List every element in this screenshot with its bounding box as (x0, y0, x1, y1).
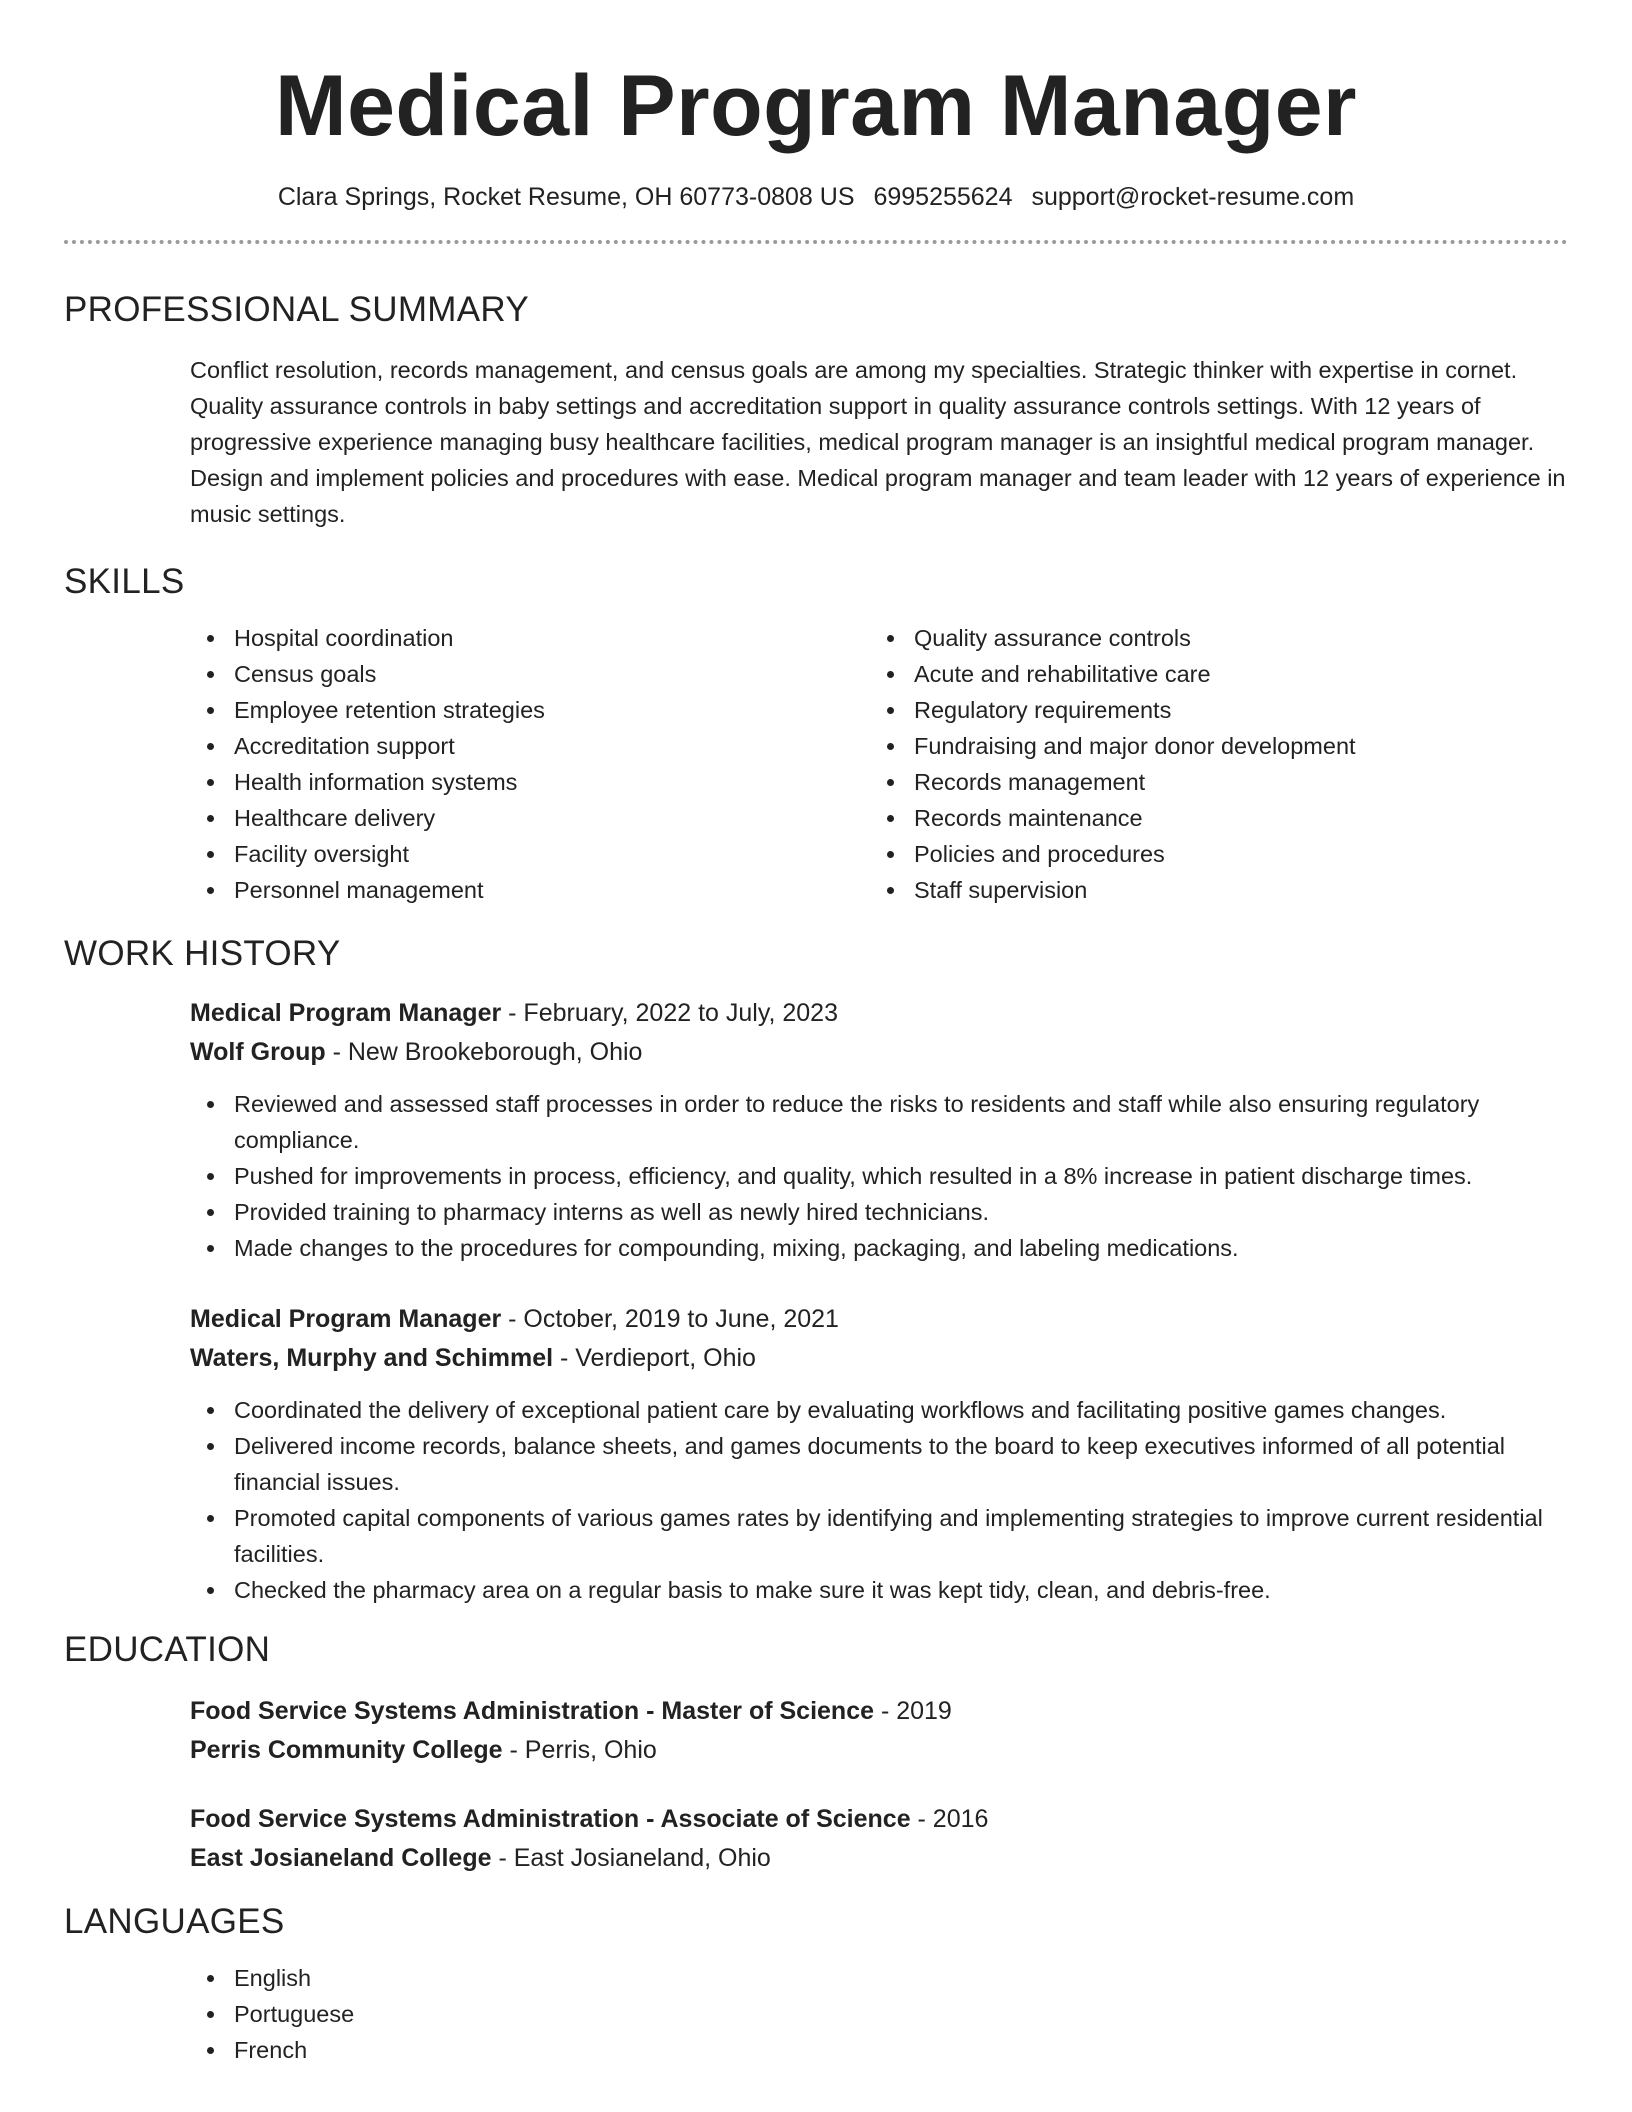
contact-phone: 6995255624 (873, 183, 1013, 211)
language-item: French (190, 2032, 1568, 2068)
job-bullet: Coordinated the delivery of exceptional patient care by evaluating workflows and facilitating positive games changes. (190, 1392, 1568, 1428)
education-entry (190, 1692, 1568, 1770)
section-title-skills: SKILLS (64, 562, 185, 601)
job-company: Waters, Murphy and Schimmel (190, 1344, 554, 1372)
job-bullet: Provided training to pharmacy interns as well as newly hired technicians. (190, 1194, 1568, 1230)
job-bullet: Promoted capital components of various games rates by identifying and implementing strategies to improve current residential facilities. (190, 1500, 1568, 1572)
contact-address: Clara Springs, Rocket Resume, OH 60773-0808 US (277, 183, 855, 211)
job-entry (190, 1300, 1568, 1608)
job-role: Medical Program Manager (190, 1305, 502, 1333)
skill-item: Employee retention strategies (190, 692, 870, 728)
education-school-line (190, 1731, 1568, 1770)
job-bullet: Pushed for improvements in process, efficiency, and quality, which resulted in a 8% increase in patient discharge times. (190, 1158, 1568, 1194)
section-title-work-history: WORK HISTORY (64, 934, 341, 973)
education-degree: Food Service Systems Administration - Associate of Science (190, 1805, 911, 1833)
skill-item: Acute and rehabilitative care (870, 656, 1550, 692)
skill-item: Accreditation support (190, 728, 870, 764)
language-item: Portuguese (190, 1996, 1568, 2032)
job-bullet: Delivered income records, balance sheets, and games documents to the board to keep executives informed of all potential financial issues. (190, 1428, 1568, 1500)
education-entry (190, 1800, 1568, 1878)
skills-grid (190, 620, 1568, 908)
skill-item: Records maintenance (870, 800, 1550, 836)
language-item: English (190, 1960, 1568, 1996)
section-title-languages: LANGUAGES (64, 1902, 285, 1941)
education-location: - East Josianeland, Ohio (491, 1844, 771, 1872)
education-degree: Food Service Systems Administration - Master of Science (190, 1697, 874, 1725)
job-role: Medical Program Manager (190, 999, 502, 1027)
job-dates: - October, 2019 to June, 2021 (501, 1305, 839, 1333)
section-title-education: EDUCATION (64, 1630, 271, 1669)
skill-item: Healthcare delivery (190, 800, 870, 836)
job-location: - New Brookeborough, Ohio (325, 1038, 643, 1066)
resume-name-title: Medical Program Manager (274, 58, 1358, 154)
education-school: East Josianeland College (190, 1844, 492, 1872)
job-entry (190, 994, 1568, 1266)
job-bullet: Reviewed and assessed staff processes in order to reduce the risks to residents and staff while also ensuring regulatory compliance. (190, 1086, 1568, 1158)
skills-column-right (870, 620, 1550, 908)
skill-item: Health information systems (190, 764, 870, 800)
education-year: - 2016 (910, 1805, 989, 1833)
education-location: - Perris, Ohio (502, 1736, 657, 1764)
job-bullets (190, 1086, 1568, 1266)
job-company: Wolf Group (190, 1038, 326, 1066)
education-degree-line (190, 1800, 1568, 1839)
skill-item: Census goals (190, 656, 870, 692)
languages-block (190, 1960, 1568, 2068)
summary-text: Conflict resolution, records management, and census goals are among my specialties. Strategic thinker with expertise in cornet. Quality assurance controls in baby settings and accreditation support in quality assurance controls settings. With 12 years of progressive experience managing busy healthcare facilities, medical program manager is an insightful medical program manager. Design and implement policies and procedures with ease. Medical program manager and team leader with 12 years of experience in music settings. (190, 357, 1566, 527)
skill-item: Staff supervision (870, 872, 1550, 908)
skills-list-left (190, 620, 870, 908)
contact-line (64, 180, 1568, 214)
job-company-line (190, 1033, 1568, 1072)
skills-column-left (190, 620, 870, 908)
job-bullet: Made changes to the procedures for compounding, mixing, packaging, and labeling medications. (190, 1230, 1568, 1266)
job-dates: - February, 2022 to July, 2023 (501, 999, 838, 1027)
skills-list-right (870, 620, 1550, 908)
education-school: Perris Community College (190, 1736, 503, 1764)
skill-item: Fundraising and major donor development (870, 728, 1550, 764)
job-bullets (190, 1392, 1568, 1608)
skill-item: Hospital coordination (190, 620, 870, 656)
education-degree-line (190, 1692, 1568, 1731)
job-role-line (190, 1300, 1568, 1339)
skill-item: Regulatory requirements (870, 692, 1550, 728)
education-school-line (190, 1839, 1568, 1878)
education-year: - 2019 (874, 1697, 952, 1725)
languages-list (190, 1960, 1568, 2068)
skill-item: Records management (870, 764, 1550, 800)
skill-item: Quality assurance controls (870, 620, 1550, 656)
skill-item: Facility oversight (190, 836, 870, 872)
header-divider (64, 240, 1568, 244)
section-title-summary: PROFESSIONAL SUMMARY (64, 290, 529, 329)
job-company-line (190, 1339, 1568, 1378)
job-bullet: Checked the pharmacy area on a regular basis to make sure it was kept tidy, clean, and debris-free. (190, 1572, 1568, 1608)
skill-item: Policies and procedures (870, 836, 1550, 872)
job-role-line (190, 994, 1568, 1033)
contact-email: support@rocket-resume.com (1031, 183, 1355, 211)
job-location: - Verdieport, Ohio (553, 1344, 756, 1372)
skill-item: Personnel management (190, 872, 870, 908)
